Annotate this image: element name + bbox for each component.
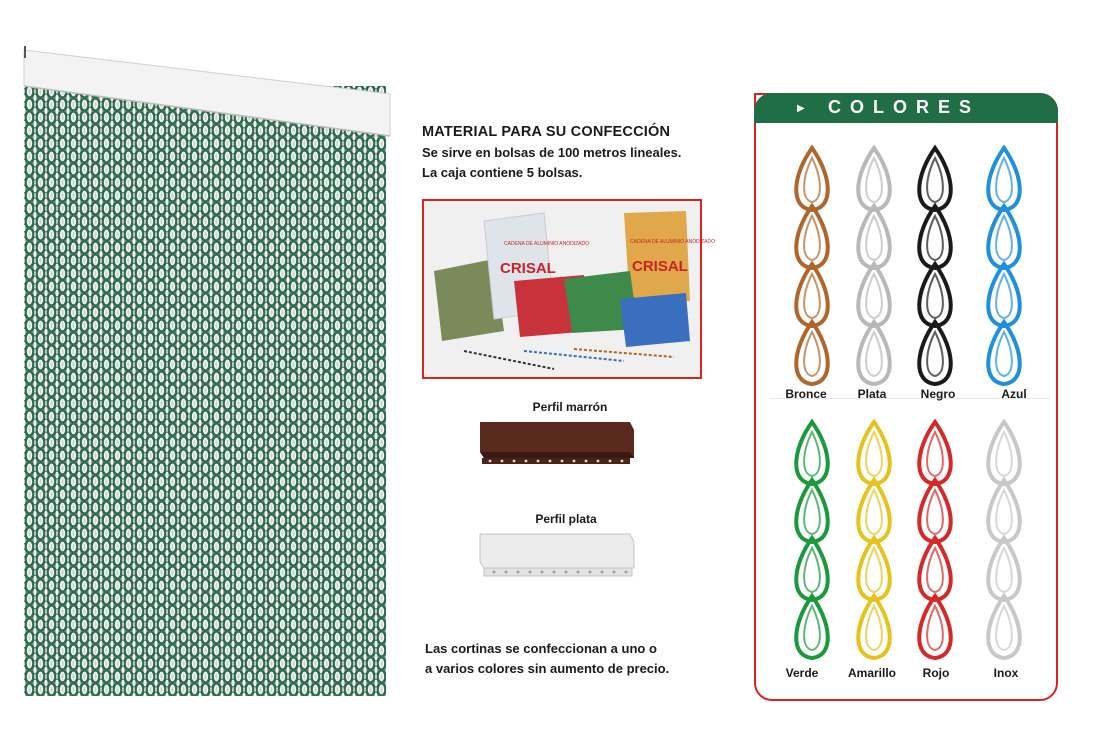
chain-rojo [919, 422, 951, 658]
profile-silver-label: Perfil plata [535, 512, 597, 526]
bags-photo [422, 199, 716, 379]
material-line-2: La caja contiene 5 bolsas. [422, 165, 583, 180]
profile-brown-image [476, 418, 636, 468]
chain-plata [858, 148, 890, 384]
chain-label-negro: Negro [920, 387, 956, 401]
play-arrow-icon: ▶ [797, 103, 805, 114]
chain-label-plata: Plata [857, 387, 887, 401]
colors-title: COLORES [828, 97, 981, 117]
chain-label-inox: Inox [993, 666, 1019, 680]
chain-label-rojo: Rojo [922, 666, 950, 680]
bag-tag-left: CADENA DE ALUMINIO ANODIZADO [504, 241, 590, 247]
profile-brown-label: Perfil marrón [532, 400, 608, 414]
chain-azul [988, 148, 1020, 384]
material-line-1: Se sirve en bolsas de 100 metros lineales. [422, 145, 682, 160]
note-line-1: Las cortinas se confeccionan a uno o [425, 641, 657, 656]
chain-amarillo [858, 422, 890, 658]
curtain-image [24, 46, 392, 696]
chain-label-amarillo: Amarillo [847, 666, 896, 680]
bag-tag-right: CADENA DE ALUMINIO ANODIZADO [630, 239, 716, 245]
chain-label-verde: Verde [785, 666, 819, 680]
chain-inox [988, 422, 1020, 658]
profile-silver-image [476, 530, 636, 586]
chain-label-azul: Azul [1001, 387, 1027, 401]
chain-label-bronce: Bronce [785, 387, 827, 401]
chain-bronce [796, 148, 828, 384]
chains-graphic [754, 130, 1058, 700]
material-title: MATERIAL PARA SU CONFECCIÓN [422, 124, 671, 140]
chain-verde [796, 422, 828, 658]
chain-negro [919, 148, 951, 384]
bag-brand-left: CRISAL [500, 260, 556, 277]
bag-brand-right: CRISAL [632, 258, 688, 275]
note-line-2: a varios colores sin aumento de precio. [425, 661, 670, 676]
